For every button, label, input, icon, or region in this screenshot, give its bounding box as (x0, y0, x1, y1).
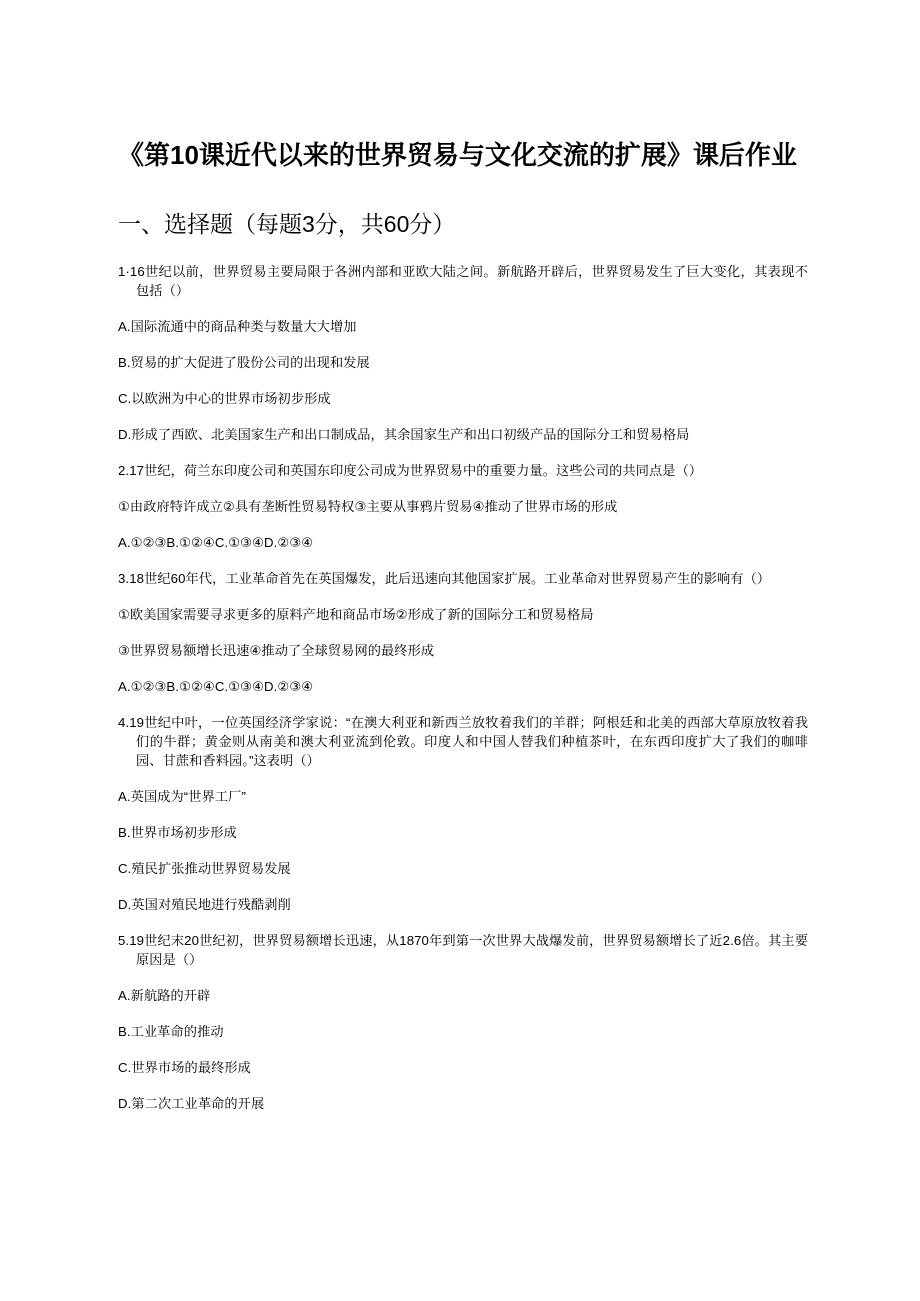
answer-option[interactable]: A.国际流通中的商品种类与数量大大增加 (118, 319, 357, 334)
answer-choice-row[interactable]: A.①②③B.①②④C.①③④D.②③④ (118, 535, 314, 550)
question-list (118, 262, 808, 1130)
page-title: 《第10课近代以来的世界贸易与文化交流的扩展》课后作业 (118, 140, 797, 170)
question-statement-list: ①由政府特许成立②具有垄断性贸易特权③主要从事鸦片贸易④推动了世界市场的形成 (118, 499, 618, 514)
question-stem: 3.18世纪60年代，工业革命首先在英国爆发，此后迅速向其他国家扩展。工业革命对世界贸易产生的影响有（） (118, 571, 771, 586)
answer-option[interactable]: D.第二次工业革命的开展 (118, 1096, 265, 1111)
question-stem: 4.19世纪中叶，一位英国经济学家说：“在澳大利亚和新西兰放牧着我们的羊群；阿根廷和北美的西部大草原放牧着我们的牛群；黄金则从南美和澳大利亚流到伦敦。印度人和中国人替我们种植茶叶，在东西印度扩大了我们的咖啡园、甘蔗和香料园。”这表明（） (118, 715, 808, 768)
answer-option[interactable]: A.新航路的开辟 (118, 988, 211, 1003)
question-statement-list: ①欧美国家需要寻求更多的原料产地和商品市场②形成了新的国际分工和贸易格局 (118, 607, 594, 622)
question-stem: 1·16世纪以前，世界贸易主要局限于各洲内部和亚欧大陆之间。新航路开辟后，世界贸易发生了巨大变化，其表现不包括（） (118, 264, 808, 298)
answer-option[interactable]: B.世界市场初步形成 (118, 825, 237, 840)
question-stem: 5.19世纪末20世纪初，世界贸易额增长迅速，从1870年到第一次世界大战爆发前，世界贸易额增长了近2.6倍。其主要原因是（） (118, 933, 808, 967)
question-stem: 2.17世纪，荷兰东印度公司和英国东印度公司成为世界贸易中的重要力量。这些公司的共同点是（） (118, 463, 703, 478)
section-heading-multiple-choice: 一、选择题（每题3分，共60分） (118, 211, 456, 237)
answer-option[interactable]: C.世界市场的最终形成 (118, 1060, 251, 1075)
answer-choice-row[interactable]: A.①②③B.①②④C.①③④D.②③④ (118, 679, 314, 694)
answer-option[interactable]: D.英国对殖民地进行残酷剥削 (118, 897, 291, 912)
answer-option[interactable]: D.形成了西欧、北美国家生产和出口制成品，其余国家生产和出口初级产品的国际分工和贸易格局 (118, 427, 690, 442)
answer-option[interactable]: C.殖民扩张推动世界贸易发展 (118, 861, 291, 876)
answer-option[interactable]: A.英国成为“世界工厂” (118, 789, 246, 804)
answer-option[interactable]: B.贸易的扩大促进了股份公司的出现和发展 (118, 355, 370, 370)
question-statement-list: ③世界贸易额增长迅速④推动了全球贸易网的最终形成 (118, 643, 435, 658)
answer-option[interactable]: C.以欧洲为中心的世界市场初步形成 (118, 391, 331, 406)
answer-option[interactable]: B.工业革命的推动 (118, 1024, 224, 1039)
